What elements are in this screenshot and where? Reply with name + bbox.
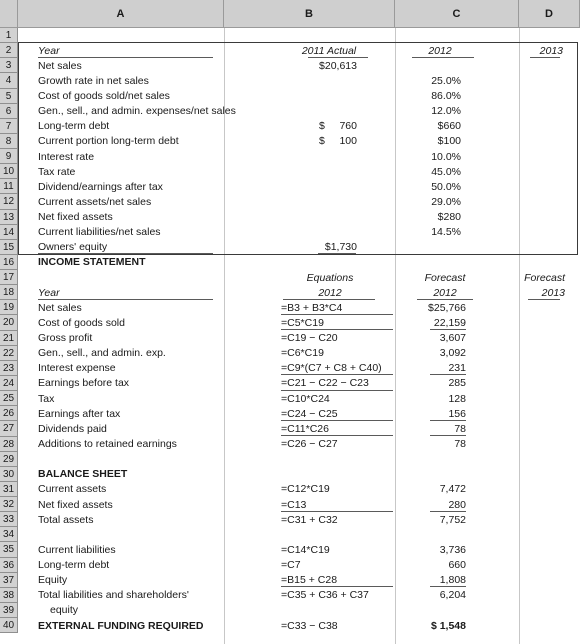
- assumption-value-c: 86.0%: [431, 90, 461, 103]
- liab-value-underline: [430, 586, 466, 587]
- row-header-5[interactable]: 5: [0, 89, 18, 104]
- income-item-value: 231: [448, 362, 466, 375]
- row-header-7[interactable]: 7: [0, 119, 18, 134]
- assumption-label: Current assets/net sales: [38, 195, 152, 208]
- equity-continuation: equity: [50, 604, 79, 617]
- row-header-1[interactable]: 1: [0, 28, 18, 43]
- select-all-corner[interactable]: [0, 0, 18, 28]
- row-header-11[interactable]: 11: [0, 179, 18, 194]
- owners-equity-underline: [38, 253, 213, 254]
- row-header-9[interactable]: 9: [0, 149, 18, 164]
- row-header-37[interactable]: 37: [0, 573, 18, 588]
- income-statement-title: INCOME STATEMENT: [38, 256, 146, 269]
- income-item-value: 128: [448, 392, 466, 405]
- forecast-header-2012: Forecast: [424, 271, 466, 284]
- income-item-label: Interest expense: [38, 362, 116, 375]
- row-header-26[interactable]: 26: [0, 406, 18, 421]
- liability-formula: =B15 + C28: [281, 574, 338, 587]
- assumption-value-b: 760: [339, 120, 357, 133]
- external-funding-label: EXTERNAL FUNDING REQUIRED: [38, 619, 204, 632]
- assumption-label: Tax rate: [38, 165, 76, 178]
- income-item-value: 285: [448, 377, 466, 390]
- liability-formula: =C14*C19: [281, 543, 330, 556]
- assumption-label: Current liabilities/net sales: [38, 226, 161, 239]
- row-header-32[interactable]: 32: [0, 497, 18, 512]
- assumption-value-c: $660: [437, 120, 461, 133]
- row-header-18[interactable]: 18: [0, 285, 18, 300]
- liability-value: 3,736: [439, 543, 466, 556]
- row-header-24[interactable]: 24: [0, 376, 18, 391]
- row-header-39[interactable]: 39: [0, 603, 18, 618]
- income-item-label: Dividends paid: [38, 422, 107, 435]
- asset-value: 280: [448, 498, 466, 511]
- assumption-value-b: $20,613: [319, 59, 357, 72]
- income-item-formula: =C5*C19: [281, 316, 324, 329]
- row-header-29[interactable]: 29: [0, 452, 18, 467]
- assumption-value-c: 25.0%: [431, 74, 461, 87]
- income-item-label: Earnings after tax: [38, 407, 121, 420]
- asset-formula: =C31 + C32: [281, 513, 338, 526]
- col-d-header: 2013: [539, 44, 563, 57]
- asset-label: Net fixed assets: [38, 498, 113, 511]
- income-item-formula: =C19 − C20: [281, 332, 338, 345]
- asset-label: Total assets: [38, 513, 94, 526]
- income-item-formula: =B3 + B3*C4: [281, 301, 343, 314]
- assumption-value-c: $280: [437, 211, 461, 224]
- col-b-header: 2011 Actual: [301, 44, 357, 57]
- row-header-2[interactable]: 2: [0, 43, 18, 58]
- row-header-14[interactable]: 14: [0, 225, 18, 240]
- income-item-value: 3,607: [439, 332, 466, 345]
- row-header-40[interactable]: 40: [0, 618, 18, 633]
- row-header-31[interactable]: 31: [0, 482, 18, 497]
- income-item-formula: =C11*C26: [281, 422, 329, 435]
- formula-underline: [281, 329, 393, 330]
- row-header-34[interactable]: 34: [0, 527, 18, 542]
- assumption-value-c: 45.0%: [431, 165, 461, 178]
- liability-formula: =C35 + C36 + C37: [281, 589, 369, 602]
- income-item-formula: =C24 − C25: [281, 407, 338, 420]
- assets-formula-underline: [281, 511, 393, 512]
- column-header-a[interactable]: A: [18, 0, 224, 28]
- interest-underline: [430, 374, 466, 375]
- forecast-2012-underline: [417, 299, 473, 300]
- income-item-formula: =C9*(C7 + C8 + C40): [281, 362, 382, 375]
- assumption-label: Current portion long-term debt: [38, 135, 179, 148]
- income-item-formula: =C6*C19: [281, 347, 324, 360]
- currency-sign: $: [319, 120, 325, 133]
- forecast-2013-underline: [528, 299, 560, 300]
- row-header-36[interactable]: 36: [0, 558, 18, 573]
- assumption-value-c: 14.5%: [431, 226, 461, 239]
- column-header-d[interactable]: D: [519, 0, 580, 28]
- assumption-value-b: $1,730: [324, 241, 357, 254]
- row-header-25[interactable]: 25: [0, 391, 18, 406]
- assumption-value-c: 12.0%: [431, 105, 461, 118]
- row-header-12[interactable]: 12: [0, 194, 18, 209]
- income-item-label: Gross profit: [38, 332, 93, 345]
- row-header-30[interactable]: 30: [0, 467, 18, 482]
- forecast-year-2013: 2013: [541, 286, 565, 299]
- dividends-underline: [430, 435, 466, 436]
- liability-label: Equity: [38, 574, 68, 587]
- assets-value-underline: [430, 511, 466, 512]
- row-header-28[interactable]: 28: [0, 437, 18, 452]
- formula-underline: [281, 314, 393, 315]
- equations-underline: [283, 299, 375, 300]
- liability-label: Current liabilities: [38, 543, 116, 556]
- assumption-label: Owners' equity: [38, 241, 108, 254]
- row-header-35[interactable]: 35: [0, 542, 18, 557]
- row-header-21[interactable]: 21: [0, 331, 18, 346]
- balance-sheet-title: BALANCE SHEET: [38, 468, 128, 481]
- row-header-17[interactable]: 17: [0, 270, 18, 285]
- formula-underline: [281, 420, 393, 421]
- year-income-underline: [38, 299, 213, 300]
- row-header-8[interactable]: 8: [0, 134, 18, 149]
- row-header-38[interactable]: 38: [0, 588, 18, 603]
- equations-header: Equations: [306, 271, 354, 284]
- assumption-value-c: 50.0%: [431, 180, 461, 193]
- year-label: Year: [38, 44, 60, 57]
- liability-label: Total liabilities and shareholders': [38, 589, 189, 602]
- row-header-23[interactable]: 23: [0, 361, 18, 376]
- col-d-underline: [530, 57, 560, 58]
- assumption-value-b: 100: [339, 135, 357, 148]
- row-header-10[interactable]: 10: [0, 164, 18, 179]
- col-c-header: 2012: [428, 44, 452, 57]
- liability-value: 6,204: [439, 589, 466, 602]
- equations-year: 2012: [318, 286, 342, 299]
- forecast-header-2013: Forecast: [524, 271, 565, 284]
- income-item-label: Gen., sell., and admin. exp.: [38, 347, 166, 360]
- assumption-value-c: 10.0%: [431, 150, 461, 163]
- year-underline: [38, 57, 213, 58]
- income-item-label: Additions to retained earnings: [38, 438, 177, 450]
- assumption-label: Net fixed assets: [38, 211, 113, 224]
- row-header-15[interactable]: 15: [0, 240, 18, 255]
- row-header-13[interactable]: 13: [0, 210, 18, 225]
- formula-underline: [281, 374, 393, 375]
- asset-value: 7,472: [439, 483, 466, 496]
- assumption-label: Long-term debt: [38, 120, 110, 133]
- forecast-year-2012: 2012: [433, 286, 457, 299]
- assumption-label: Net sales: [38, 59, 82, 72]
- income-item-value: 22,159: [433, 316, 466, 329]
- income-item-label: Earnings before tax: [38, 377, 130, 390]
- external-funding-formula: =C33 − C38: [281, 619, 338, 632]
- income-item-label: Cost of goods sold: [38, 316, 125, 329]
- eat-underline: [430, 420, 466, 421]
- row-header-19[interactable]: 19: [0, 300, 18, 315]
- liability-value: 660: [448, 559, 466, 572]
- asset-label: Current assets: [38, 483, 107, 496]
- income-item-value: $25,766: [428, 301, 466, 314]
- income-item-label: Net sales: [38, 301, 82, 314]
- formula-underline: [281, 435, 393, 436]
- row-header-6[interactable]: 6: [0, 104, 18, 119]
- assumption-label: Dividend/earnings after tax: [38, 180, 163, 193]
- assumption-label: Growth rate in net sales: [38, 74, 149, 87]
- row-header-27[interactable]: 27: [0, 421, 18, 436]
- income-item-value: 156: [448, 407, 466, 420]
- assumption-label: Cost of goods sold/net sales: [38, 90, 170, 103]
- currency-sign: $: [319, 135, 325, 148]
- income-item-formula: =C26 − C27: [281, 438, 338, 450]
- external-funding-value: $ 1,548: [430, 619, 466, 632]
- asset-value: 7,752: [439, 513, 466, 526]
- liability-label: Long-term debt: [38, 559, 110, 572]
- year-label-income: Year: [38, 286, 60, 299]
- liab-formula-underline: [281, 586, 393, 587]
- assumption-value-c: $100: [437, 135, 461, 148]
- formula-underline: [281, 390, 393, 391]
- assumption-label: Gen., sell., and admin. expenses/net sales: [38, 105, 236, 118]
- owners-equity-value-underline: [318, 253, 356, 254]
- income-item-label: Tax: [38, 392, 55, 405]
- col-c-underline: [412, 57, 474, 58]
- income-item-value: 3,092: [439, 347, 466, 360]
- column-header-c[interactable]: C: [395, 0, 519, 28]
- asset-formula: =C12*C19: [281, 483, 330, 496]
- assumption-value-c: 29.0%: [431, 195, 461, 208]
- col-b-underline: [308, 57, 368, 58]
- liability-formula: =C7: [281, 559, 301, 572]
- row-header-16[interactable]: 16: [0, 255, 18, 270]
- income-item-value: 78: [454, 438, 466, 450]
- row-header-22[interactable]: 22: [0, 346, 18, 361]
- column-header-b[interactable]: B: [224, 0, 395, 28]
- income-item-value: 78: [454, 422, 466, 435]
- row-header-4[interactable]: 4: [0, 73, 18, 88]
- row-header-20[interactable]: 20: [0, 315, 18, 330]
- row-header-3[interactable]: 3: [0, 58, 18, 73]
- asset-formula: =C13: [281, 498, 307, 511]
- income-item-formula: =C21 − C22 − C23: [281, 377, 369, 390]
- cogs-underline: [430, 329, 466, 330]
- liability-value: 1,808: [439, 574, 466, 587]
- income-item-formula: =C10*C24: [281, 392, 330, 405]
- assumption-label: Interest rate: [38, 150, 95, 163]
- row-header-33[interactable]: 33: [0, 512, 18, 527]
